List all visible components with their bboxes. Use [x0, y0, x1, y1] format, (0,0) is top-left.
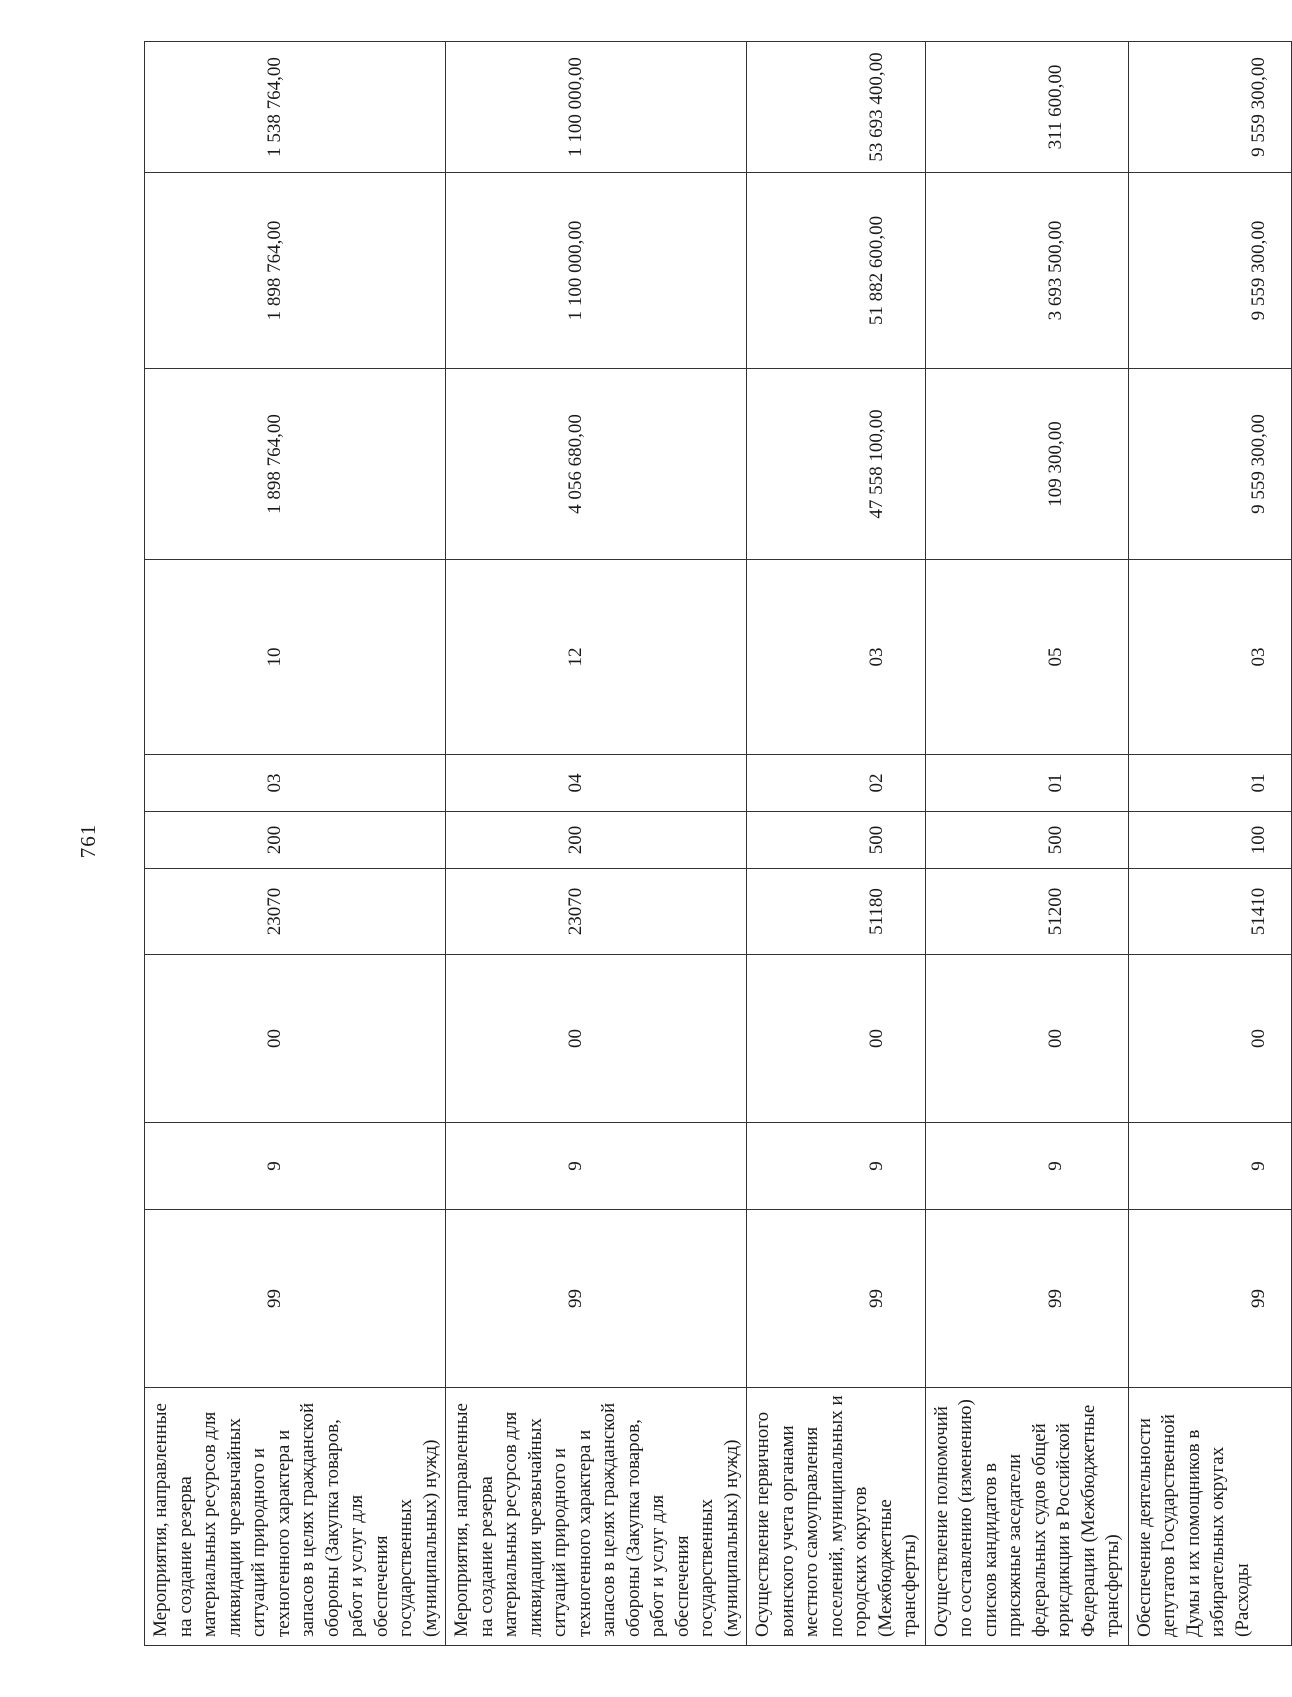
row-description: Осуществление первичного воинского учета органами местного самоуправления поселений, муниципальных и городских округов (Межбюджетные трансферты) — [747, 1388, 926, 1646]
cell-amount-year2: 9 559 300,00 — [1128, 173, 1291, 369]
cell-subsection: 03 — [747, 560, 926, 755]
cell-subprogram: 9 — [145, 1123, 446, 1210]
row-description: Осуществление полномочий по составлению (изменению) списков кандидатов в присяжные заседатели федеральных судов общей юрисдикции в Российской Федерации (Межбюджетные трансферты) — [925, 1388, 1128, 1646]
cell-amount-year2: 1 100 000,00 — [446, 173, 747, 369]
cell-amount-year3: 311 600,00 — [925, 42, 1128, 173]
cell-program: 99 — [747, 1210, 926, 1388]
cell-main-event: 00 — [747, 955, 926, 1123]
cell-section: 01 — [925, 755, 1128, 812]
table-row — [925, 42, 1128, 1646]
cell-amount-year1: 4 056 680,00 — [446, 369, 747, 560]
cell-section: 03 — [145, 755, 446, 812]
cell-direction: 23070 — [446, 869, 747, 955]
table-row — [145, 42, 446, 1646]
cell-amount-year2: 1 898 764,00 — [145, 173, 446, 369]
cell-main-event: 00 — [145, 955, 446, 1123]
cell-amount-year1: 109 300,00 — [925, 369, 1128, 560]
table-row — [1128, 42, 1291, 1646]
cell-amount-year1: 1 898 764,00 — [145, 369, 446, 560]
cell-amount-year3: 1 100 000,00 — [446, 42, 747, 173]
cell-subprogram: 9 — [446, 1123, 747, 1210]
page-number: 761 — [75, 823, 100, 859]
cell-expense-type: 500 — [925, 812, 1128, 869]
cell-expense-type: 500 — [747, 812, 926, 869]
budget-table — [144, 41, 1292, 1646]
cell-amount-year2: 51 882 600,00 — [747, 173, 926, 369]
cell-subsection: 10 — [145, 560, 446, 755]
cell-program: 99 — [145, 1210, 446, 1388]
cell-main-event: 00 — [925, 955, 1128, 1123]
cell-section: 01 — [1128, 755, 1291, 812]
cell-amount-year3: 9 559 300,00 — [1128, 42, 1291, 173]
cell-expense-type: 200 — [446, 812, 747, 869]
row-description: Мероприятия, направленные на создание резерва материальных ресурсов для ликвидации чрезвычайных ситуаций природного и техногенного характера и запасов в целях гражданской обороны (Закупка товаров, работ и услуг для обеспечения государственных (муниципальных) нужд) — [446, 1388, 747, 1646]
cell-program: 99 — [925, 1210, 1128, 1388]
cell-direction: 51410 — [1128, 869, 1291, 955]
cell-program: 99 — [446, 1210, 747, 1388]
row-description: Обеспечение деятельности депутатов Государственной Думы и их помощников в избирательных округах (Расходы — [1128, 1388, 1291, 1646]
budget-table-rotated — [144, 42, 1269, 1646]
cell-expense-type: 200 — [145, 812, 446, 869]
table-row — [446, 42, 747, 1646]
cell-amount-year3: 53 693 400,00 — [747, 42, 926, 173]
cell-expense-type: 100 — [1128, 812, 1291, 869]
cell-subprogram: 9 — [1128, 1123, 1291, 1210]
cell-amount-year3: 1 538 764,00 — [145, 42, 446, 173]
cell-subsection: 03 — [1128, 560, 1291, 755]
table-row — [747, 42, 926, 1646]
cell-subsection: 12 — [446, 560, 747, 755]
cell-section: 04 — [446, 755, 747, 812]
cell-main-event: 00 — [1128, 955, 1291, 1123]
cell-section: 02 — [747, 755, 926, 812]
cell-program: 99 — [1128, 1210, 1291, 1388]
cell-subprogram: 9 — [747, 1123, 926, 1210]
cell-direction: 51180 — [747, 869, 926, 955]
row-description: Мероприятия, направленные на создание резерва материальных ресурсов для ликвидации чрезвычайных ситуаций природного и техногенного характера и запасов в целях гражданской обороны (Закупка товаров, работ и услуг для обеспечения государственных (муниципальных) нужд) — [145, 1388, 446, 1646]
cell-amount-year2: 3 693 500,00 — [925, 173, 1128, 369]
cell-subprogram: 9 — [925, 1123, 1128, 1210]
cell-main-event: 00 — [446, 955, 747, 1123]
cell-subsection: 05 — [925, 560, 1128, 755]
cell-direction: 23070 — [145, 869, 446, 955]
cell-amount-year1: 9 559 300,00 — [1128, 369, 1291, 560]
cell-amount-year1: 47 558 100,00 — [747, 369, 926, 560]
cell-direction: 51200 — [925, 869, 1128, 955]
